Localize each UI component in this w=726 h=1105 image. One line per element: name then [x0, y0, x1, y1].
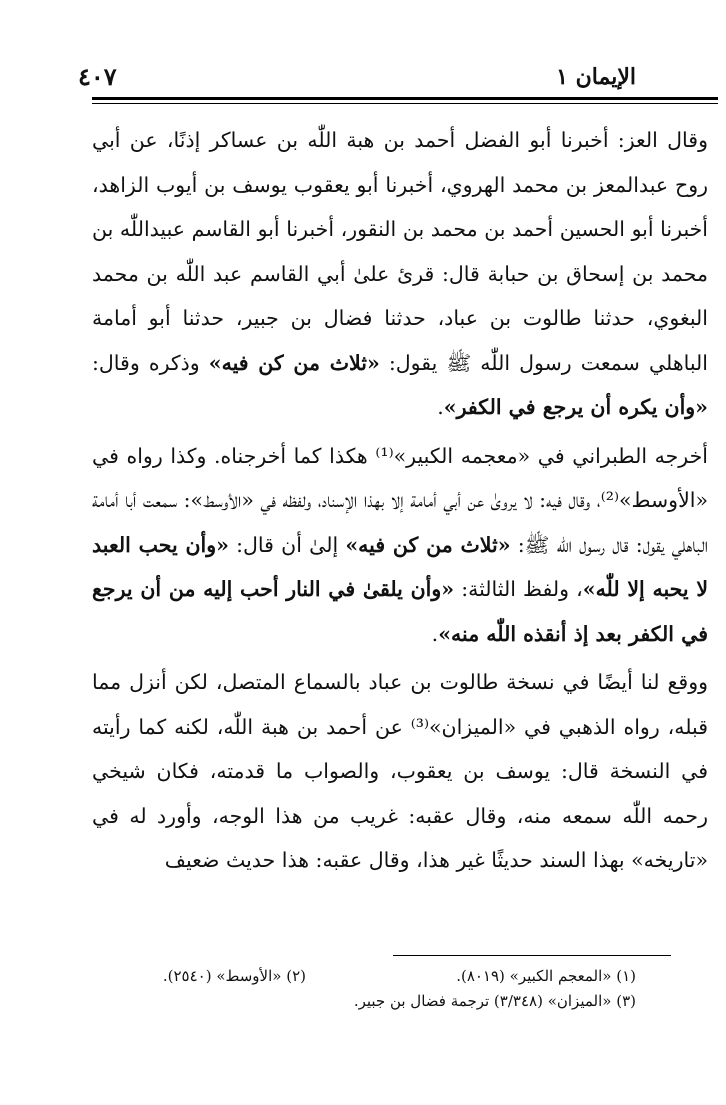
paragraph	[92, 660, 708, 883]
text-run: أخرجه الطبراني في «معجمه الكبير»⁽¹⁾ هكذا كما أخرجناه. وكذا رواه في «الأوسط»⁽²⁾، وقال فيه: لا يروىٰ عن أبي أمامة إلا بهذا الإسناد، ولفظه في «الأوسط»: سمعت أبا أمامة الباهلي يقول: قال رسول اللّٰه ﷺ:	[92, 443, 708, 557]
bold-quote: «ثلاث من كن فيه»	[208, 350, 380, 375]
text-run: ووقع لنا أيضًا في نسخة طالوت بن عباد بالسماع المتصل، لكن أنزل مما قبله، رواه الذهبي في «الميزان»⁽³⁾ عن أحمد بن هبة اللّٰه، لكنه كما رأيته في النسخة قال: يوسف بن يعقوب، والصواب ما قدمته، فكان شيخي رحمه اللّٰه سمعه منه، وقال عقبه: غريب من هذا الوجه، وأورد له في «تاريخه» بهذا السند حديثًا غير هذا، وقال عقبه: هذا حديث ضعيف	[92, 670, 709, 872]
bold-quote: «وأن يكره أن يرجع في الكفر»	[443, 395, 708, 419]
header-rule-thin	[92, 103, 718, 104]
text-run: .	[437, 395, 444, 419]
bold-quote: «وأن يلقىٰ في النار أحب إليه من أن يرجع في الكفر بعد إذ أنقذه اللّٰه منه»	[92, 577, 708, 646]
text-run: إلىٰ أن قال:	[228, 532, 346, 557]
text-run: ، ولفظ الثالثة:	[454, 577, 583, 601]
footnote-2: (٢) «الأوسط» (٢٥٤٠).	[162, 967, 306, 985]
footnote-3: (٣) «الميزان» (٣/٣٤٨) ترجمة فضال بن جبير.	[353, 992, 636, 1010]
header-rule-thick	[92, 97, 718, 100]
text-run: وذكره وقال:	[92, 350, 209, 375]
page-number: ٤٠٧	[78, 62, 117, 91]
footnote-1: (١) «المعجم الكبير» (٨٠١٩).	[456, 967, 636, 985]
bold-quote: «ثلاث من كن فيه»	[345, 532, 511, 557]
paragraph	[92, 434, 708, 657]
bold-quote: «وأن يحب العبد لا يحبه إلا للّٰه»	[92, 532, 709, 601]
footnote-separator	[393, 955, 671, 956]
running-header-title: الإيمان ١	[556, 64, 636, 90]
text-run: وقال العز: أخبرنا أبو الفضل أحمد بن هبة اللّٰه بن عساكر إذنًا، عن أبي روح عبدالمعز بن محمد الهروي، أخبرنا أبو يعقوب يوسف بن أيوب الزاهد، أخبرنا أبو الحسين أحمد بن محمد بن النقور، أخبرنا أبو القاسم عبيداللّٰه بن محمد بن إسحاق بن حبابة قال: قرئ علىٰ أبي القاسم عبد اللّٰه بن محمد البغوي، حدثنا طالوت بن عباد، حدثنا فضال بن جبير، حدثنا أبو أمامة الباهلي سمعت رسول اللّٰه ﷺ يقول:	[92, 128, 709, 375]
paragraph	[92, 118, 708, 430]
text-run: .	[431, 621, 439, 646]
body-text	[92, 118, 708, 887]
